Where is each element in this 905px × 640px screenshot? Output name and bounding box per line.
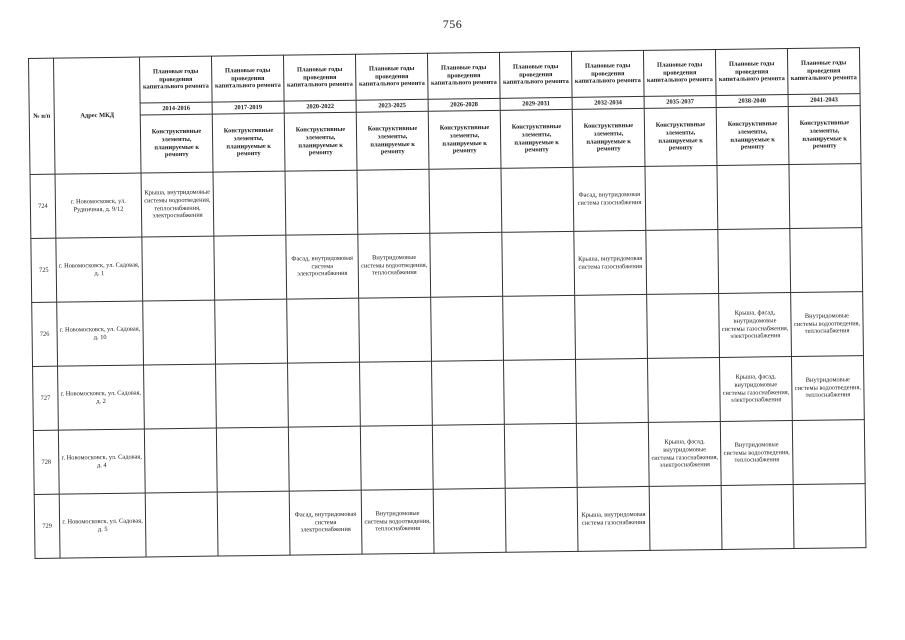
row-address: г. Новомосковск, ул. Садовая, д. 1 bbox=[56, 237, 143, 302]
element-cell bbox=[576, 422, 649, 487]
header-planned-years: Плановые годы проведения капитального ремонта bbox=[643, 50, 716, 97]
row-number: 724 bbox=[30, 174, 56, 238]
table-row bbox=[33, 420, 865, 495]
period-label: 2014-2016 bbox=[140, 102, 212, 115]
header-planned-years: Плановые годы проведения капитального ремонта bbox=[499, 51, 572, 98]
element-cell: Крыша, фасад, внутридомовые системы газоснабжения, электроснабжения bbox=[719, 357, 792, 422]
table-row bbox=[33, 356, 865, 431]
element-cell: Крыша, внутридомовая система газоснабжения bbox=[574, 230, 647, 295]
element-cell bbox=[790, 228, 863, 293]
row-address: г. Новомосковск, ул. Рудничная, д. 9/12 bbox=[55, 173, 142, 238]
element-cell bbox=[213, 171, 286, 236]
element-cell bbox=[144, 364, 217, 429]
header-planned-years: Плановые годы проведения капитального ремонта bbox=[283, 54, 356, 101]
table-row bbox=[32, 292, 864, 367]
header-elements: Конструктивные элементы, планируемые к ремонту bbox=[428, 110, 501, 169]
element-cell bbox=[647, 293, 720, 358]
element-cell: Внутридомовые системы водоотведения, теплоснабжения bbox=[791, 356, 864, 421]
element-cell bbox=[144, 428, 217, 493]
row-number: 728 bbox=[33, 430, 59, 494]
element-cell bbox=[718, 229, 791, 294]
element-cell bbox=[575, 358, 648, 423]
row-number: 729 bbox=[34, 494, 60, 558]
element-cell bbox=[143, 300, 216, 365]
element-cell: Крыша, фасад, внутридомовые системы газоснабжения, электроснабжения bbox=[719, 293, 792, 358]
element-cell: Внутридомовые системы водоотведения, теплоснабжения bbox=[361, 489, 434, 554]
header-planned-years: Плановые годы проведения капитального ремонта bbox=[211, 55, 284, 102]
element-cell bbox=[359, 297, 432, 362]
element-cell: Фасад, внутридомовая система электроснабжения bbox=[289, 490, 362, 555]
capital-repair-table bbox=[28, 47, 866, 559]
header-elements: Конструктивные элементы, планируемые к ремонту bbox=[140, 114, 213, 173]
header-elements: Конструктивные элементы, планируемые к ремонту bbox=[644, 107, 717, 166]
header-planned-years: Плановые годы проведения капитального ремонта bbox=[715, 49, 788, 96]
period-label: 2032-2034 bbox=[572, 96, 644, 109]
element-cell bbox=[501, 167, 574, 232]
element-cell bbox=[145, 492, 218, 557]
table-row bbox=[31, 228, 863, 303]
header-num: № п/п bbox=[29, 58, 56, 174]
element-cell: Крыша, внутридомовая система газоснабжения bbox=[577, 486, 650, 551]
period-label: 2041-2043 bbox=[788, 94, 860, 107]
period-label: 2020-2022 bbox=[284, 100, 356, 113]
element-cell bbox=[789, 164, 862, 229]
header-address: Адрес МКД bbox=[54, 57, 142, 174]
element-cell bbox=[503, 359, 576, 424]
element-cell bbox=[431, 296, 504, 361]
element-cell bbox=[287, 298, 360, 363]
row-number: 727 bbox=[33, 366, 59, 430]
element-cell bbox=[360, 425, 433, 490]
element-cell bbox=[575, 294, 648, 359]
period-label: 2023-2025 bbox=[356, 99, 428, 112]
element-cell: Внутридомовые системы водоотведения, теплоснабжения bbox=[720, 421, 793, 486]
header-elements: Конструктивные элементы, планируемые к ремонту bbox=[212, 113, 285, 172]
header-planned-years: Плановые годы проведения капитального ремонта bbox=[571, 50, 644, 97]
element-cell bbox=[288, 426, 361, 491]
table-row bbox=[30, 164, 862, 239]
page-number: 756 bbox=[442, 17, 463, 31]
element-cell: Внутридомовые системы водоотведения, теплоснабжения bbox=[791, 292, 864, 357]
row-number: 726 bbox=[32, 302, 58, 366]
element-cell bbox=[645, 165, 718, 230]
element-cell bbox=[360, 361, 433, 426]
element-cell bbox=[503, 295, 576, 360]
element-cell bbox=[215, 299, 288, 364]
element-cell bbox=[502, 231, 575, 296]
element-cell bbox=[721, 485, 794, 550]
element-cell bbox=[214, 235, 287, 300]
header-elements: Конструктивные элементы, планируемые к ремонту bbox=[716, 107, 789, 166]
header-elements: Конструктивные элементы, планируемые к ремонту bbox=[788, 106, 861, 165]
header-elements: Конструктивные элементы, планируемые к ремонту bbox=[356, 111, 429, 170]
element-cell bbox=[288, 362, 361, 427]
header-planned-years: Плановые годы проведения капитального ремонта bbox=[787, 48, 860, 95]
period-label: 2026-2028 bbox=[428, 98, 500, 111]
element-cell bbox=[793, 484, 866, 549]
row-number: 725 bbox=[31, 238, 57, 302]
element-cell bbox=[217, 491, 290, 556]
header-planned-years: Плановые годы проведения капитального ремонта bbox=[139, 56, 212, 103]
element-cell bbox=[433, 488, 506, 553]
element-cell: Фасад, внутридомовая система газоснабжения bbox=[573, 166, 646, 231]
element-cell bbox=[504, 423, 577, 488]
element-cell: Крыша, фасад, внутридомовые системы газоснабжения, электроснабжения bbox=[648, 421, 721, 486]
element-cell bbox=[717, 165, 790, 230]
row-address: г. Новомосковск, ул. Садовая, д. 2 bbox=[58, 365, 145, 430]
element-cell: Внутридомовые системы водоотведения, теплоснабжения bbox=[358, 233, 431, 298]
table-row bbox=[34, 484, 866, 559]
row-address: г. Новомосковск, ул. Садовая, д. 10 bbox=[57, 301, 144, 366]
period-label: 2029-2031 bbox=[500, 97, 572, 110]
element-cell bbox=[792, 420, 865, 485]
header-elements: Конструктивные элементы, планируемые к ремонту bbox=[572, 108, 645, 167]
element-cell bbox=[142, 236, 215, 301]
element-cell: Крыша, внутридомовые системы водоотведения, теплоснабжения, электроснабжения bbox=[141, 172, 214, 237]
element-cell bbox=[216, 427, 289, 492]
element-cell bbox=[285, 170, 358, 235]
header-elements: Конструктивные элементы, планируемые к ремонту bbox=[284, 112, 357, 171]
period-label: 2017-2019 bbox=[212, 101, 284, 114]
element-cell: Фасад, внутридомовая система электроснабжения bbox=[286, 234, 359, 299]
element-cell bbox=[646, 229, 719, 294]
element-cell bbox=[432, 424, 505, 489]
header-planned-years: Плановые годы проведения капитального ремонта bbox=[355, 53, 428, 100]
element-cell bbox=[357, 169, 430, 234]
element-cell bbox=[647, 357, 720, 422]
capital-repair-table-sheet bbox=[28, 47, 866, 559]
row-address: г. Новомосковск, ул. Садовая, д. 4 bbox=[58, 429, 145, 494]
period-label: 2035-2037 bbox=[644, 95, 716, 108]
period-label: 2038-2040 bbox=[716, 95, 788, 108]
element-cell bbox=[430, 232, 503, 297]
element-cell bbox=[649, 485, 722, 550]
row-address: г. Новомосковск, ул. Садовая, д. 5 bbox=[59, 493, 146, 558]
element-cell bbox=[432, 360, 505, 425]
element-cell bbox=[216, 363, 289, 428]
element-cell bbox=[429, 168, 502, 233]
element-cell bbox=[505, 487, 578, 552]
header-planned-years: Плановые годы проведения капитального ремонта bbox=[427, 52, 500, 99]
header-row-elements bbox=[29, 106, 861, 175]
header-elements: Конструктивные элементы, планируемые к ремонту bbox=[500, 109, 573, 168]
